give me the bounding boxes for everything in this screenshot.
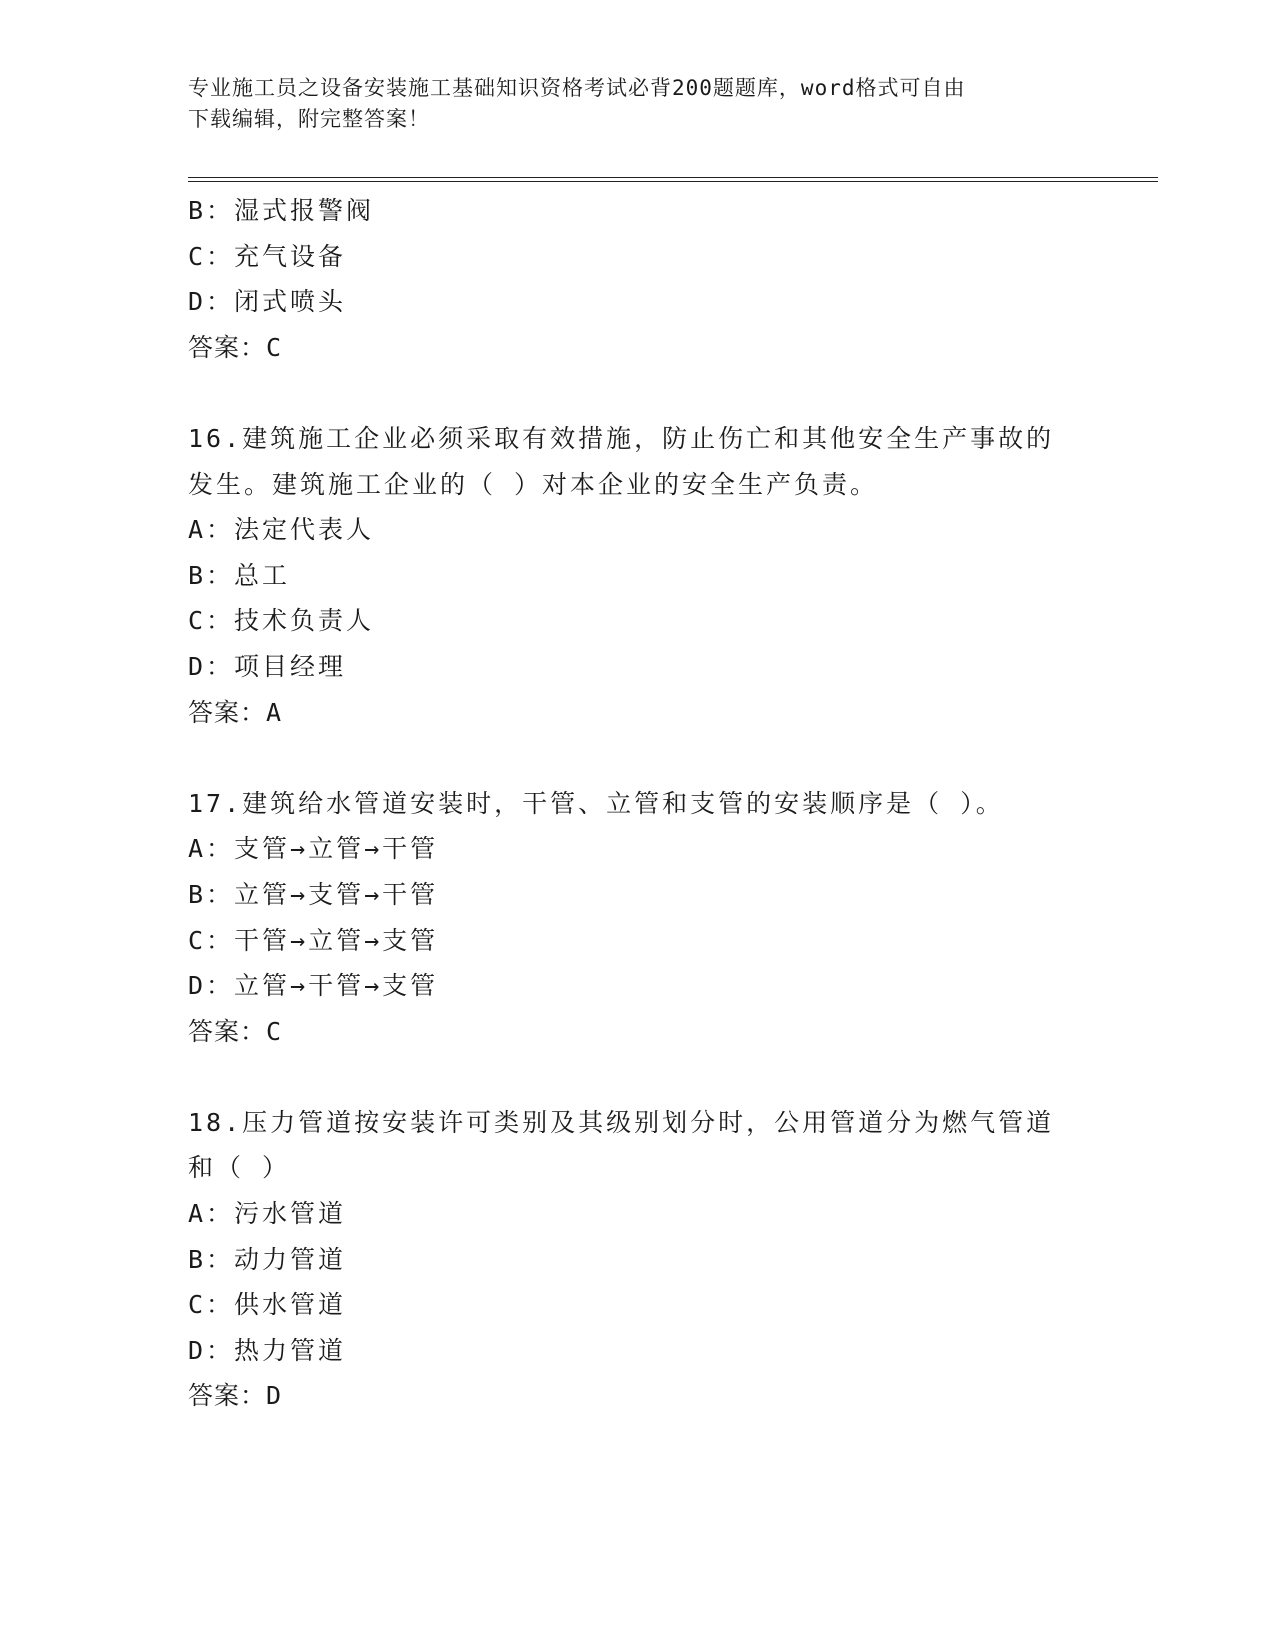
answer: 答案：A <box>188 697 283 727</box>
option-b: B：总工 <box>188 560 291 590</box>
option-a: A：法定代表人 <box>188 515 375 545</box>
question-15 <box>188 188 1088 370</box>
question-stem-line: 和（ ） <box>188 1153 291 1183</box>
question-list <box>188 188 1088 1419</box>
header-line-2: 下载编辑，附完整答案！ <box>188 107 430 131</box>
option-d: D：项目经理 <box>188 651 347 681</box>
option-c: C：充气设备 <box>188 241 347 271</box>
option-b: B：湿式报警阀 <box>188 196 375 225</box>
option-b: B：动力管道 <box>188 1244 347 1274</box>
option-d: D：热力管道 <box>188 1335 347 1365</box>
answer: 答案：D <box>188 1381 283 1411</box>
answer: 答案：C <box>188 1016 283 1046</box>
option-a: A：支管→立管→干管 <box>188 834 439 864</box>
option-d: D：立管→干管→支管 <box>188 971 439 1001</box>
option-c: C：干管→立管→支管 <box>188 925 439 955</box>
option-b: B：立管→支管→干管 <box>188 879 439 909</box>
option-a: A：污水管道 <box>188 1199 347 1229</box>
question-stem-line: 17.建筑给水管道安装时，干管、立管和支管的安装顺序是（ ）。 <box>188 788 1004 818</box>
question-16 <box>188 416 1088 735</box>
spacer <box>188 370 1088 416</box>
spacer <box>188 1054 1088 1100</box>
question-stem-line: 发生。建筑施工企业的（ ）对本企业的安全生产负责。 <box>188 469 879 499</box>
option-c: C：技术负责人 <box>188 606 375 636</box>
header-divider <box>188 177 1158 182</box>
option-c: C：供水管道 <box>188 1290 347 1320</box>
question-stem-line: 18.压力管道按安装许可类别及其级别划分时，公用管道分为燃气管道 <box>188 1107 1055 1137</box>
answer: 答案：C <box>188 332 283 362</box>
option-d: D：闭式喷头 <box>188 287 347 317</box>
question-18 <box>188 1100 1088 1419</box>
header-line-1: 专业施工员之设备安装施工基础知识资格考试必背200题题库，word格式可自由 <box>188 76 966 100</box>
question-17 <box>188 781 1088 1055</box>
document-header <box>188 73 1088 135</box>
question-stem-line: 16.建筑施工企业必须采取有效措施，防止伤亡和其他安全生产事故的 <box>188 423 1055 453</box>
spacer <box>188 735 1088 781</box>
